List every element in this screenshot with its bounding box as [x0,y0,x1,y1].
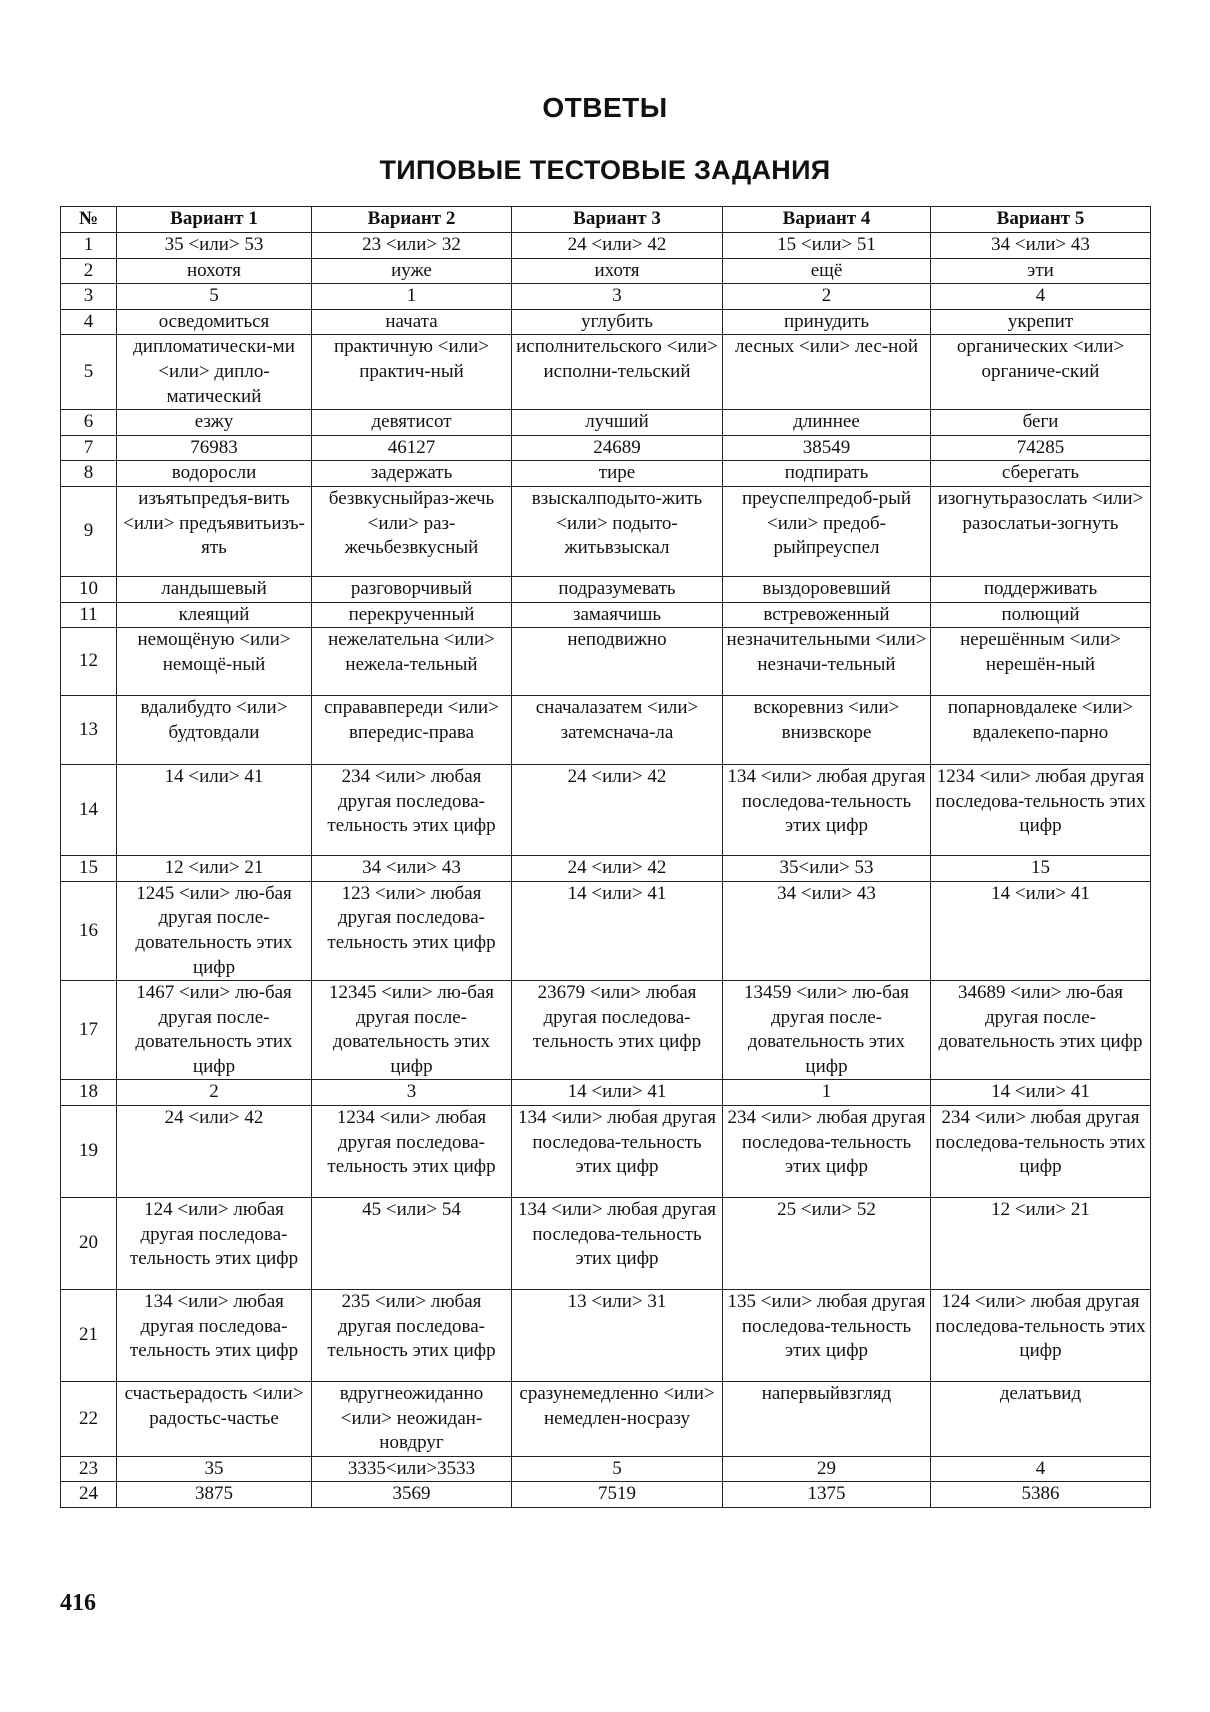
answer-cell: тире [512,461,723,487]
answer-cell: 13459 <или> лю-бая другая после-довательность этих цифр [723,981,931,1080]
answer-cell: 34 <или> 43 [312,856,512,882]
row-number-cell: 19 [61,1106,117,1198]
table-row [61,1198,1151,1290]
answer-cell: 29 [723,1456,931,1482]
answer-cell: 3 [512,284,723,310]
answer-cell: сначалазатем <или> затемснача-ла [512,696,723,765]
answer-cell: ихотя [512,258,723,284]
row-number-cell: 15 [61,856,117,882]
answer-cell: 15 <или> 51 [723,233,931,259]
answer-cell: 124 <или> любая другая последова-тельность этих цифр [117,1198,312,1290]
answer-cell: водоросли [117,461,312,487]
row-number-cell: 12 [61,628,117,696]
answer-cell: счастьерадость <или> радостьс-частье [117,1382,312,1457]
answer-cell: лучший [512,410,723,436]
answer-cell: дипломатически-ми <или> дипло-матический [117,335,312,410]
answer-cell: исполнительского <или> исполни-тельский [512,335,723,410]
header-number: № [61,207,117,233]
answer-cell: 4 [931,1456,1151,1482]
table-row [61,435,1151,461]
table-row [61,981,1151,1080]
answer-cell: ландышевый [117,576,312,602]
answer-cell: 3569 [312,1482,512,1508]
answer-cell: 34689 <или> лю-бая другая после-довательность этих цифр [931,981,1151,1080]
answer-cell: 2 [117,1080,312,1106]
answer-cell: 12 <или> 21 [931,1198,1151,1290]
answer-cell: 135 <или> любая другая последова-тельность этих цифр [723,1290,931,1382]
row-number-cell: 14 [61,765,117,856]
answer-cell: вскоревниз <или> внизвскоре [723,696,931,765]
answer-cell: 34 <или> 43 [723,881,931,980]
row-number-cell: 18 [61,1080,117,1106]
answer-cell: практичную <или> практич-ный [312,335,512,410]
table-row [61,309,1151,335]
row-number-cell: 5 [61,335,117,410]
answer-cell: 14 <или> 41 [512,1080,723,1106]
table-row [61,1482,1151,1508]
header-variant-5: Вариант 5 [931,207,1151,233]
answer-cell: 124 <или> любая другая последова-тельность этих цифр [931,1290,1151,1382]
answer-cell: девятисот [312,410,512,436]
answer-cell: 14 <или> 41 [117,765,312,856]
answer-cell: 134 <или> любая другая последова-тельность этих цифр [512,1198,723,1290]
answer-cell: 76983 [117,435,312,461]
answer-cell: выздоровевший [723,576,931,602]
row-number-cell: 10 [61,576,117,602]
answer-cell: задержать [312,461,512,487]
header-variant-2: Вариант 2 [312,207,512,233]
answer-cell: нерешённым <или> нерешён-ный [931,628,1151,696]
answer-cell: 1 [312,284,512,310]
row-number-cell: 1 [61,233,117,259]
header-variant-3: Вариант 3 [512,207,723,233]
answer-cell: беги [931,410,1151,436]
answer-cell: ещё [723,258,931,284]
row-number-cell: 2 [61,258,117,284]
row-number-cell: 13 [61,696,117,765]
answer-cell: 3875 [117,1482,312,1508]
answer-cell: 3 [312,1080,512,1106]
answer-cell: безвкусныйраз-жечь <или> раз-жечьбезвкусный [312,486,512,576]
answer-cell: замаячишь [512,602,723,628]
answer-cell: 134 <или> любая другая последова-тельность этих цифр [512,1106,723,1198]
answer-cell: органических <или> органиче-ский [931,335,1151,410]
answer-cell: 23 <или> 32 [312,233,512,259]
answer-cell: 24689 [512,435,723,461]
answer-cell: 12345 <или> лю-бая другая после-довательность этих цифр [312,981,512,1080]
answer-cell: 1375 [723,1482,931,1508]
row-number-cell: 17 [61,981,117,1080]
table-row [61,1382,1151,1457]
answer-cell: 35 <или> 53 [117,233,312,259]
row-number-cell: 7 [61,435,117,461]
answer-cell: попарновдалеке <или> вдалекепо-парно [931,696,1151,765]
answer-cell: 24 <или> 42 [512,765,723,856]
answer-cell: 1 [723,1080,931,1106]
page-title: ОТВЕТЫ [542,92,668,123]
answer-cell: 5386 [931,1482,1151,1508]
row-number-cell: 3 [61,284,117,310]
answer-cell: 24 <или> 42 [117,1106,312,1198]
answer-cell: делатьвид [931,1382,1151,1457]
table-row [61,1106,1151,1198]
answer-cell: 1467 <или> лю-бая другая после-довательность этих цифр [117,981,312,1080]
answers-table [60,206,1151,1508]
answer-cell: езжу [117,410,312,436]
answer-cell: 123 <или> любая другая последова-тельность этих цифр [312,881,512,980]
answer-cell: 24 <или> 42 [512,856,723,882]
answer-cell: 134 <или> любая другая последова-тельность этих цифр [723,765,931,856]
table-row [61,461,1151,487]
answer-cell: изогнутьразослать <или> разослатьи-зогнуть [931,486,1151,576]
table-row [61,628,1151,696]
answer-cell: нежелательна <или> нежела-тельный [312,628,512,696]
answer-cell: справавпереди <или> впередис-права [312,696,512,765]
answer-cell: напервыйвзгляд [723,1382,931,1457]
answer-cell: лесных <или> лес-ной [723,335,931,410]
answer-cell: 46127 [312,435,512,461]
section-title: ТИПОВЫЕ ТЕСТОВЫЕ ЗАДАНИЯ [379,155,831,185]
answer-cell: 12 <или> 21 [117,856,312,882]
answer-cell: незначительными <или> незначи-тельный [723,628,931,696]
answer-cell: изъятьпредъя-вить <или> предъявитьизъ-ять [117,486,312,576]
answer-cell: 4 [931,284,1151,310]
answer-cell: длиннее [723,410,931,436]
answer-cell: 234 <или> любая другая последова-тельность этих цифр [312,765,512,856]
answer-cell: немощёную <или> немощё-ный [117,628,312,696]
row-number-cell: 23 [61,1456,117,1482]
answer-cell: 14 <или> 41 [931,881,1151,980]
answer-cell: подразумевать [512,576,723,602]
answer-cell: нохотя [117,258,312,284]
answer-cell: 14 <или> 41 [512,881,723,980]
answer-cell: углубить [512,309,723,335]
table-row [61,410,1151,436]
table-row [61,335,1151,410]
answer-cell: 1234 <или> любая другая последова-тельность этих цифр [312,1106,512,1198]
table-row [61,1290,1151,1382]
answer-cell: эти [931,258,1151,284]
answer-cell: вдругнеожиданно <или> неожидан-новдруг [312,1382,512,1457]
row-number-cell: 22 [61,1382,117,1457]
answer-cell: укрепит [931,309,1151,335]
answer-cell: сберегать [931,461,1151,487]
answer-cell: преуспелпредоб-рый <или> предоб-рыйпреуспел [723,486,931,576]
table-row [61,233,1151,259]
answer-cell: перекрученный [312,602,512,628]
answer-cell: поддерживать [931,576,1151,602]
row-number-cell: 21 [61,1290,117,1382]
answer-cell: 3335<или>3533 [312,1456,512,1482]
answer-cell: подпирать [723,461,931,487]
answer-cell: вдалибудто <или> будтовдали [117,696,312,765]
table-row [61,1456,1151,1482]
row-number-cell: 16 [61,881,117,980]
answer-cell: 5 [117,284,312,310]
table-row [61,258,1151,284]
answer-cell: осведомиться [117,309,312,335]
answer-cell: взыскалподыто-жить <или> подыто-житьвзыскал [512,486,723,576]
answer-cell: 1245 <или> лю-бая другая после-довательность этих цифр [117,881,312,980]
answer-cell: полющий [931,602,1151,628]
answer-cell: принудить [723,309,931,335]
answer-cell: 25 <или> 52 [723,1198,931,1290]
answer-cell: 13 <или> 31 [512,1290,723,1382]
answer-cell: 235 <или> любая другая последова-тельность этих цифр [312,1290,512,1382]
answer-cell: 23679 <или> любая другая последова-тельность этих цифр [512,981,723,1080]
table-row [61,881,1151,980]
table-row [61,765,1151,856]
answer-cell: 134 <или> любая другая последова-тельность этих цифр [117,1290,312,1382]
table-row [61,696,1151,765]
answer-cell: 14 <или> 41 [931,1080,1151,1106]
answer-cell: 34 <или> 43 [931,233,1151,259]
table-row [61,1080,1151,1106]
table-row [61,284,1151,310]
answer-cell: неподвижно [512,628,723,696]
answer-cell: клеящий [117,602,312,628]
answer-cell: 74285 [931,435,1151,461]
answer-cell: встревоженный [723,602,931,628]
answer-cell: 234 <или> любая другая последова-тельность этих цифр [723,1106,931,1198]
table-row [61,856,1151,882]
row-number-cell: 24 [61,1482,117,1508]
answer-cell: 15 [931,856,1151,882]
row-number-cell: 8 [61,461,117,487]
answer-cell: сразунемедленно <или> немедлен-носразу [512,1382,723,1457]
answer-cell: 24 <или> 42 [512,233,723,259]
answer-cell: иуже [312,258,512,284]
row-number-cell: 6 [61,410,117,436]
answer-cell: разговорчивый [312,576,512,602]
answer-cell: 234 <или> любая другая последова-тельность этих цифр [931,1106,1151,1198]
answer-cell: начата [312,309,512,335]
row-number-cell: 11 [61,602,117,628]
table-header-row [61,207,1151,233]
row-number-cell: 20 [61,1198,117,1290]
answer-cell: 5 [512,1456,723,1482]
answer-cell: 7519 [512,1482,723,1508]
table-row [61,486,1151,576]
answer-cell: 35<или> 53 [723,856,931,882]
answer-cell: 35 [117,1456,312,1482]
answer-cell: 2 [723,284,931,310]
answer-cell: 38549 [723,435,931,461]
table-row [61,576,1151,602]
table-row [61,602,1151,628]
answer-cell: 1234 <или> любая другая последова-тельность этих цифр [931,765,1151,856]
row-number-cell: 9 [61,486,117,576]
row-number-cell: 4 [61,309,117,335]
header-variant-1: Вариант 1 [117,207,312,233]
header-variant-4: Вариант 4 [723,207,931,233]
answer-cell: 45 <или> 54 [312,1198,512,1290]
page-number: 416 [60,1590,96,1616]
